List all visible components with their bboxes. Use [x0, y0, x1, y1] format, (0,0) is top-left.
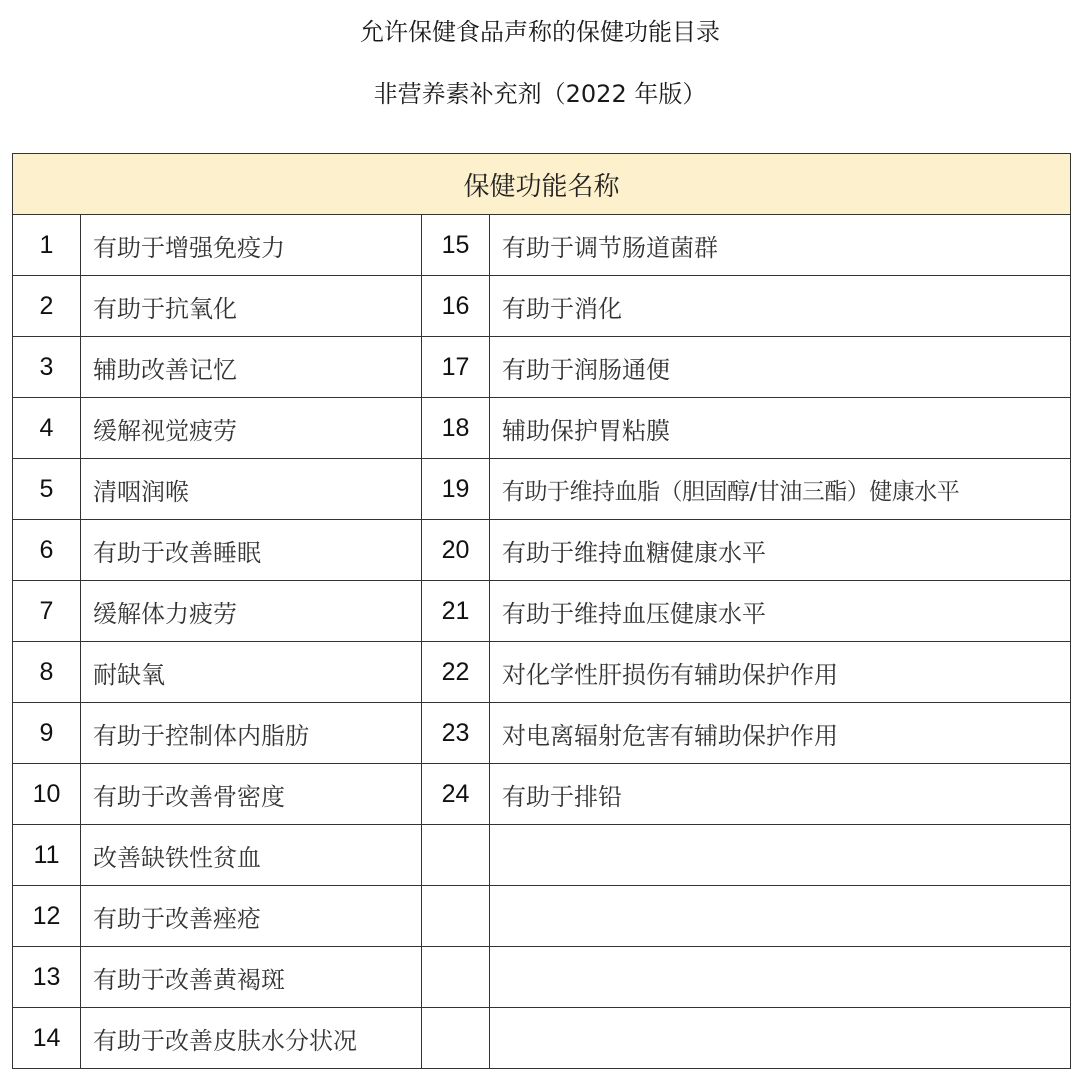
table-row: [13, 703, 1071, 764]
item-name: 有助于控制体内脂肪: [81, 703, 422, 764]
item-name: 耐缺氧: [81, 642, 422, 703]
item-number: [422, 1008, 490, 1069]
item-name: 有助于维持血压健康水平: [490, 581, 1071, 642]
item-name: 有助于改善黄褐斑: [81, 947, 422, 1008]
item-number: 1: [13, 215, 81, 276]
table-row: [13, 886, 1071, 947]
table-row: [13, 642, 1071, 703]
item-name: 有助于润肠通便: [490, 337, 1071, 398]
item-number: 10: [13, 764, 81, 825]
item-name: 有助于抗氧化: [81, 276, 422, 337]
item-name: 有助于增强免疫力: [81, 215, 422, 276]
item-name: 对化学性肝损伤有辅助保护作用: [490, 642, 1071, 703]
table-row: [13, 398, 1071, 459]
item-number: 5: [13, 459, 81, 520]
item-number: 18: [422, 398, 490, 459]
table-row: [13, 1008, 1071, 1069]
item-name: 有助于改善痤疮: [81, 886, 422, 947]
item-name: 有助于改善睡眠: [81, 520, 422, 581]
item-number: 21: [422, 581, 490, 642]
item-number: 22: [422, 642, 490, 703]
item-name: 对电离辐射危害有辅助保护作用: [490, 703, 1071, 764]
item-number: 6: [13, 520, 81, 581]
table-row: [13, 825, 1071, 886]
item-number: 4: [13, 398, 81, 459]
item-number: 9: [13, 703, 81, 764]
item-name: 辅助改善记忆: [81, 337, 422, 398]
item-name: 有助于改善骨密度: [81, 764, 422, 825]
item-name: 有助于消化: [490, 276, 1071, 337]
document-title: 允许保健食品声称的保健功能目录: [360, 18, 720, 46]
item-name: 有助于改善皮肤水分状况: [81, 1008, 422, 1069]
table-row: [13, 581, 1071, 642]
item-name: 缓解视觉疲劳: [81, 398, 422, 459]
item-number: 7: [13, 581, 81, 642]
item-number: 15: [422, 215, 490, 276]
item-number: 23: [422, 703, 490, 764]
item-name: 缓解体力疲劳: [81, 581, 422, 642]
item-name: 有助于维持血脂（胆固醇/甘油三酯）健康水平: [490, 459, 1071, 520]
item-name: [490, 825, 1071, 886]
table-row: [13, 947, 1071, 1008]
item-number: 11: [13, 825, 81, 886]
item-number: 17: [422, 337, 490, 398]
item-name: 辅助保护胃粘膜: [490, 398, 1071, 459]
table-row: [13, 337, 1071, 398]
table-row: [13, 459, 1071, 520]
item-number: 24: [422, 764, 490, 825]
health-function-table: [12, 153, 1071, 1069]
item-name: [490, 947, 1071, 1008]
table-row: [13, 215, 1071, 276]
item-number: 20: [422, 520, 490, 581]
document-subtitle: 非营养素补充剂（2022 年版）: [373, 80, 707, 108]
item-number: 3: [13, 337, 81, 398]
item-name: 改善缺铁性贫血: [81, 825, 422, 886]
item-number: 14: [13, 1008, 81, 1069]
item-number: 2: [13, 276, 81, 337]
item-name: [490, 886, 1071, 947]
item-number: [422, 825, 490, 886]
table-row: [13, 764, 1071, 825]
item-name: 清咽润喉: [81, 459, 422, 520]
table-row: [13, 276, 1071, 337]
item-name: [490, 1008, 1071, 1069]
item-number: [422, 947, 490, 1008]
table-row: [13, 520, 1071, 581]
item-number: [422, 886, 490, 947]
item-number: 16: [422, 276, 490, 337]
item-number: 8: [13, 642, 81, 703]
item-number: 13: [13, 947, 81, 1008]
item-number: 19: [422, 459, 490, 520]
item-name: 有助于排铅: [490, 764, 1071, 825]
item-name: 有助于调节肠道菌群: [490, 215, 1071, 276]
item-name: 有助于维持血糖健康水平: [490, 520, 1071, 581]
table-header: 保健功能名称: [13, 154, 1071, 215]
item-number: 12: [13, 886, 81, 947]
